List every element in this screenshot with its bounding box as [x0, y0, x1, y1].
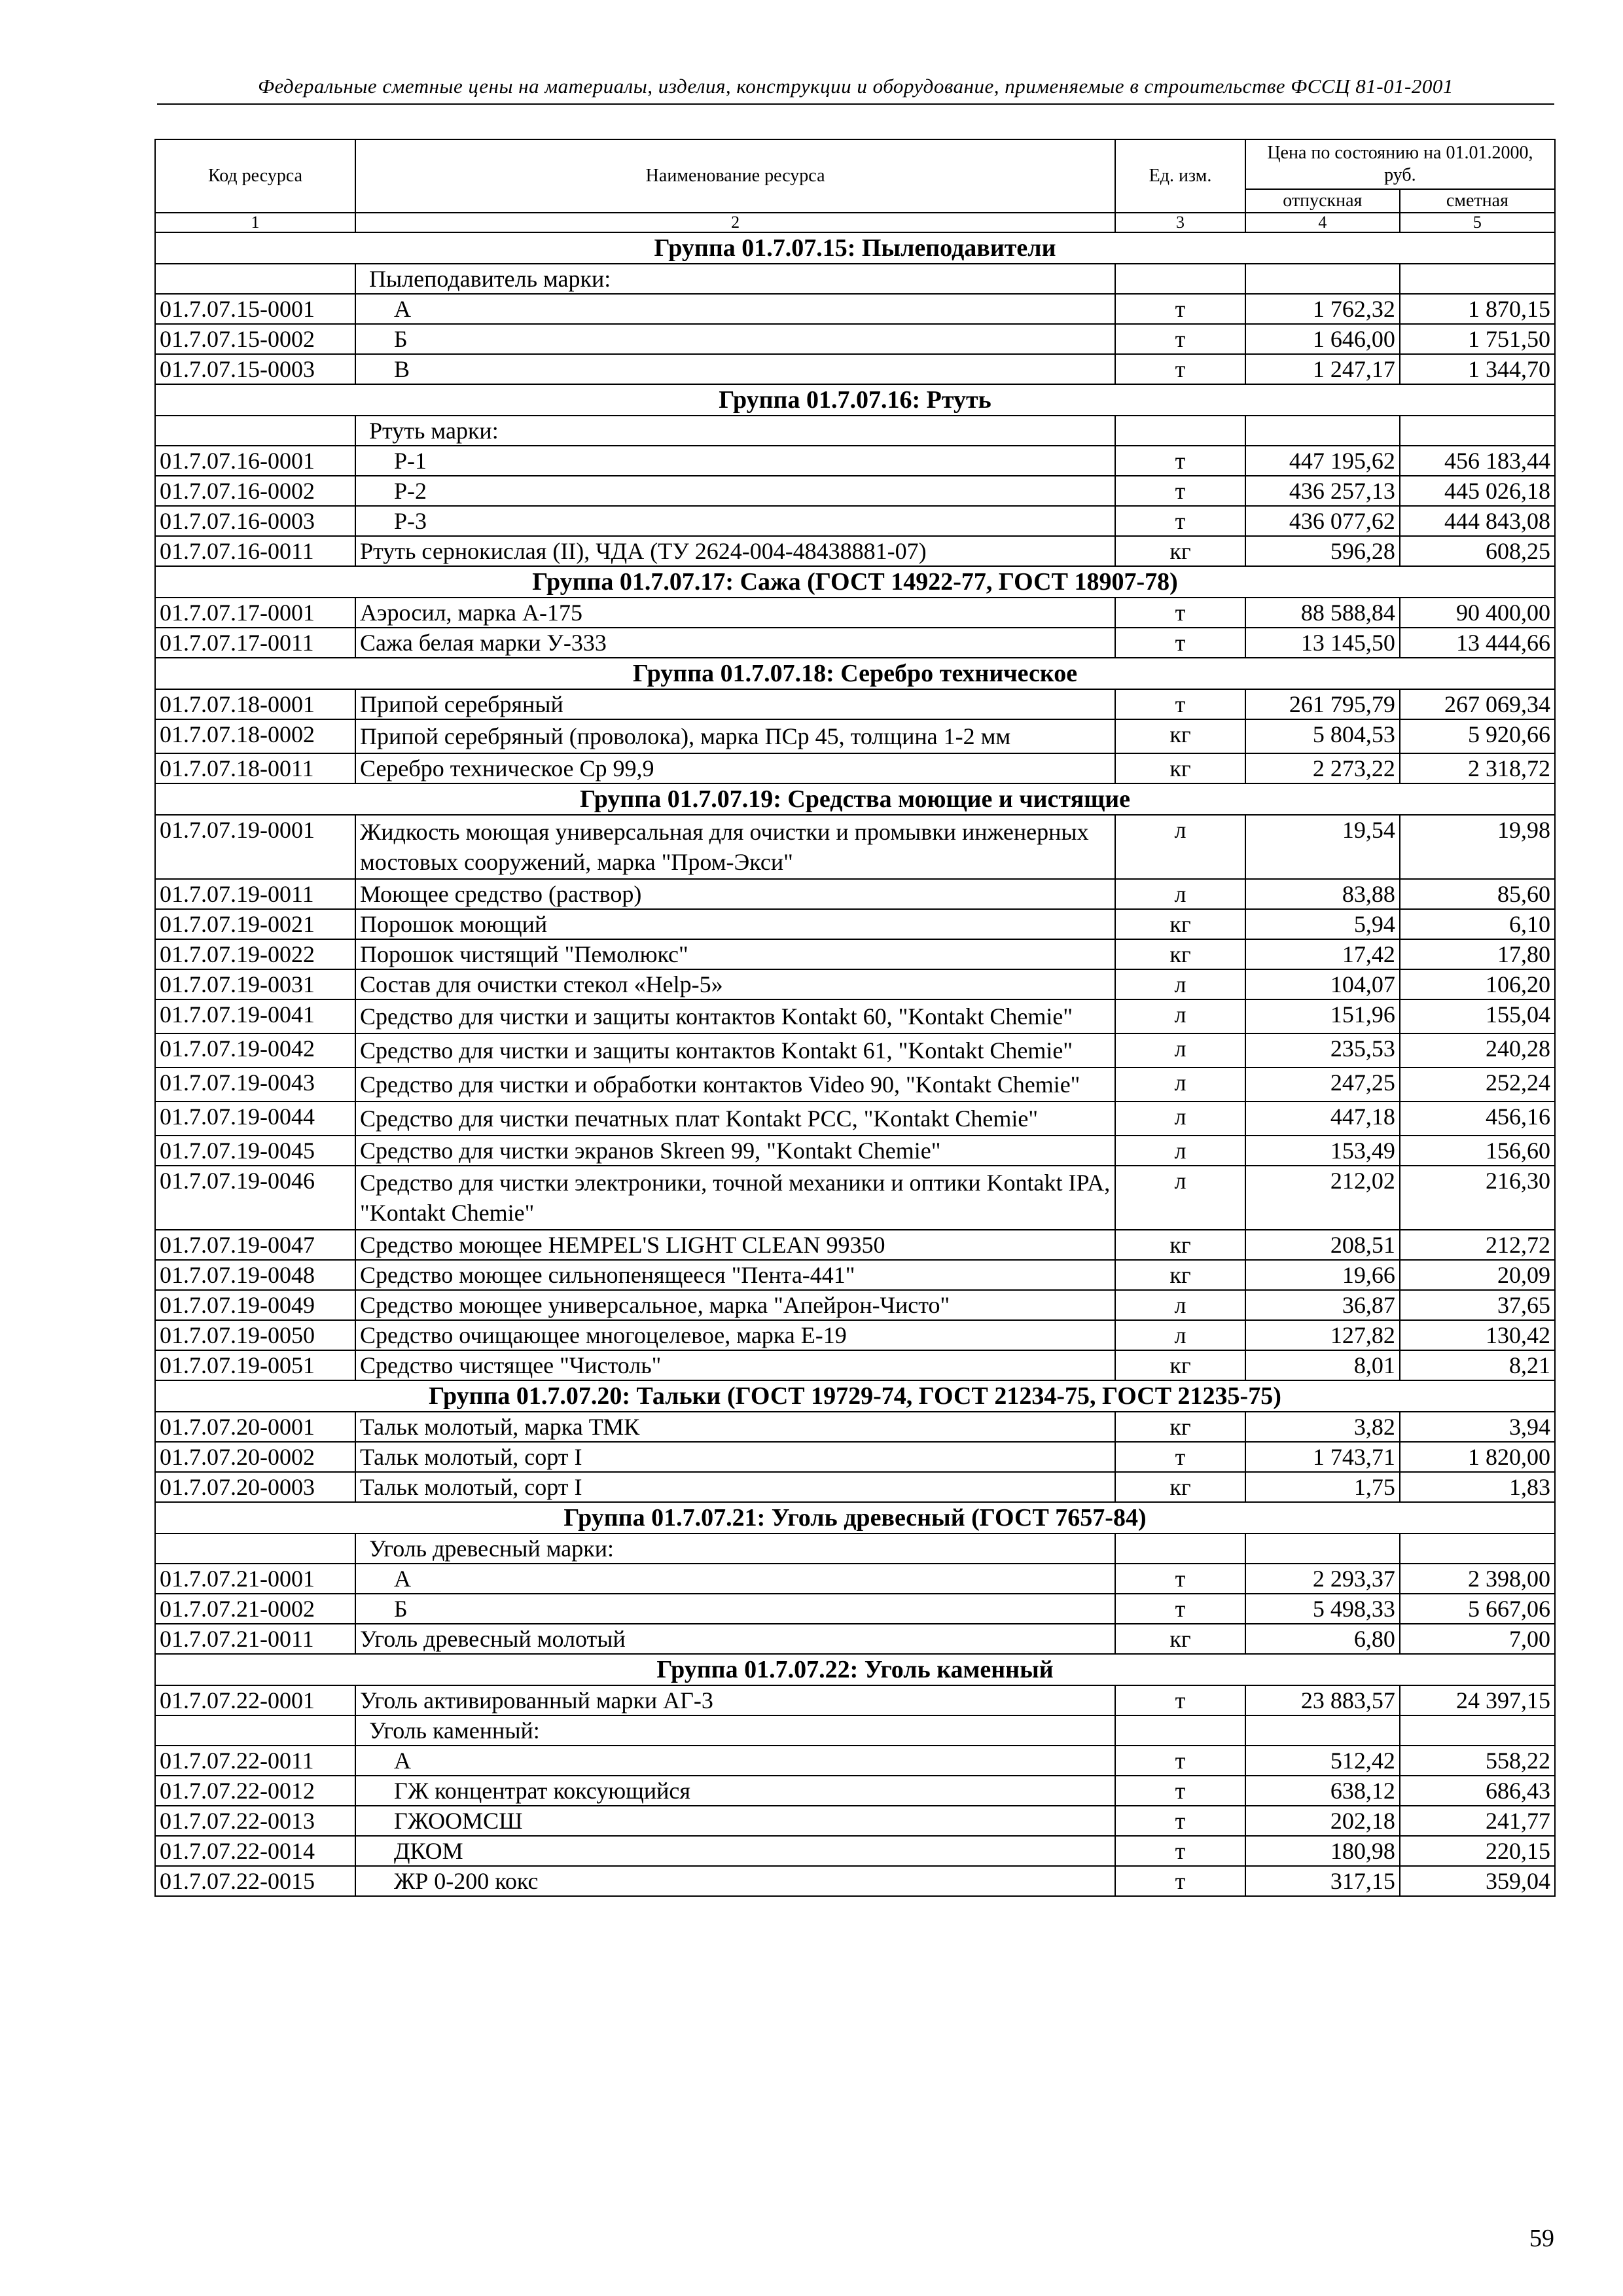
column-number: 3: [1115, 213, 1245, 232]
column-number: 1: [155, 213, 355, 232]
table-row: [155, 1564, 1555, 1594]
resource-code: 01.7.07.16-0011: [155, 536, 355, 566]
price-estimate: 13 444,66: [1400, 628, 1555, 658]
price-release: 261 795,79: [1245, 689, 1400, 719]
price-release: 512,42: [1245, 1746, 1400, 1776]
price-release: 436 257,13: [1245, 476, 1400, 506]
price-estimate: 241,77: [1400, 1806, 1555, 1836]
resource-code: 01.7.07.19-0022: [155, 939, 355, 969]
column-number: 5: [1400, 213, 1555, 232]
resource-name: ЖР 0-200 кокс: [355, 1866, 1115, 1896]
price-estimate: 24 397,15: [1400, 1685, 1555, 1715]
unit: кг: [1115, 719, 1245, 753]
unit: т: [1115, 1442, 1245, 1472]
unit: т: [1115, 1564, 1245, 1594]
price-release: 3,82: [1245, 1412, 1400, 1442]
price-estimate: 130,42: [1400, 1320, 1555, 1350]
resource-name: Р-3: [355, 506, 1115, 536]
group-header-row: [155, 232, 1555, 264]
price-release: 436 077,62: [1245, 506, 1400, 536]
table-row: [155, 1776, 1555, 1806]
column-number: 4: [1245, 213, 1400, 232]
table-body: [155, 232, 1555, 1896]
page-number: 59: [1529, 2225, 1554, 2252]
resource-name: Средство для чистки экранов Skreen 99, "Kontakt Chemie": [355, 1136, 1115, 1166]
unit: л: [1115, 1166, 1245, 1230]
unit: л: [1115, 969, 1245, 999]
table-row: [155, 1412, 1555, 1442]
unit-cell: [1115, 1715, 1245, 1746]
resource-code: 01.7.07.19-0043: [155, 1067, 355, 1102]
subheading-row: [155, 264, 1555, 294]
resource-name: Тальк молотый, сорт I: [355, 1472, 1115, 1502]
subheading-row: [155, 1534, 1555, 1564]
unit: т: [1115, 1836, 1245, 1866]
price-release-cell: [1245, 416, 1400, 446]
resource-code: 01.7.07.19-0001: [155, 815, 355, 879]
resource-code: 01.7.07.20-0003: [155, 1472, 355, 1502]
unit: т: [1115, 294, 1245, 324]
price-estimate: 1 820,00: [1400, 1442, 1555, 1472]
price-release: 235,53: [1245, 1033, 1400, 1067]
unit: л: [1115, 879, 1245, 909]
table-row: [155, 598, 1555, 628]
unit-cell: [1115, 416, 1245, 446]
table-row: [155, 815, 1555, 879]
table-row: [155, 476, 1555, 506]
price-estimate: 106,20: [1400, 969, 1555, 999]
price-release: 5 804,53: [1245, 719, 1400, 753]
group-header-row: [155, 1380, 1555, 1412]
price-release: 208,51: [1245, 1230, 1400, 1260]
resource-name: Р-2: [355, 476, 1115, 506]
resource-name: Б: [355, 1594, 1115, 1624]
resource-code: 01.7.07.19-0011: [155, 879, 355, 909]
unit: л: [1115, 1102, 1245, 1136]
resource-name: Моющее средство (раствор): [355, 879, 1115, 909]
unit: л: [1115, 815, 1245, 879]
unit: т: [1115, 689, 1245, 719]
resource-name: А: [355, 1564, 1115, 1594]
group-title: Группа 01.7.07.19: Средства моющие и чистящие: [155, 783, 1555, 815]
unit: т: [1115, 1806, 1245, 1836]
resource-name: Жидкость моющая универсальная для очистки и промывки инженерных мостовых сооружений, марка "Пром-Экси": [355, 815, 1115, 879]
unit: л: [1115, 1136, 1245, 1166]
price-estimate: 1 751,50: [1400, 324, 1555, 354]
code-cell: [155, 1715, 355, 1746]
resource-code: 01.7.07.15-0001: [155, 294, 355, 324]
unit: т: [1115, 1685, 1245, 1715]
unit: кг: [1115, 536, 1245, 566]
table-row: [155, 1136, 1555, 1166]
table-row: [155, 1320, 1555, 1350]
price-release: 2 293,37: [1245, 1564, 1400, 1594]
table-row: [155, 969, 1555, 999]
resource-name: Уголь активированный марки АГ-3: [355, 1685, 1115, 1715]
resource-code: 01.7.07.21-0011: [155, 1624, 355, 1654]
table-row: [155, 1836, 1555, 1866]
price-estimate: 90 400,00: [1400, 598, 1555, 628]
price-release: 83,88: [1245, 879, 1400, 909]
price-release: 151,96: [1245, 999, 1400, 1033]
price-estimate: 456,16: [1400, 1102, 1555, 1136]
table-row: [155, 1472, 1555, 1502]
resource-name: Припой серебряный (проволока), марка ПСр 45, толщина 1-2 мм: [355, 719, 1115, 753]
resource-name: Уголь древесный молотый: [355, 1624, 1115, 1654]
price-release: 88 588,84: [1245, 598, 1400, 628]
resource-name: Средство для чистки печатных плат Kontakt PCC, "Kontakt Chemie": [355, 1102, 1115, 1136]
group-title: Группа 01.7.07.17: Сажа (ГОСТ 14922-77, ГОСТ 18907-78): [155, 566, 1555, 598]
unit: кг: [1115, 1472, 1245, 1502]
unit-cell: [1115, 264, 1245, 294]
group-title: Группа 01.7.07.22: Уголь каменный: [155, 1654, 1555, 1685]
running-header: Федеральные сметные цены на материалы, изделия, конструкции и оборудование, применяемые в строительстве ФССЦ 81-01-2001: [258, 75, 1454, 98]
table-row: [155, 939, 1555, 969]
table-row: [155, 1350, 1555, 1380]
resource-code: 01.7.07.19-0021: [155, 909, 355, 939]
header-rule: [157, 103, 1554, 105]
resource-name: Р-1: [355, 446, 1115, 476]
table-row: [155, 1442, 1555, 1472]
price-estimate: 8,21: [1400, 1350, 1555, 1380]
resource-code: 01.7.07.15-0002: [155, 324, 355, 354]
resource-code: 01.7.07.18-0011: [155, 753, 355, 783]
price-release-cell: [1245, 1534, 1400, 1564]
price-estimate: 216,30: [1400, 1166, 1555, 1230]
unit-cell: [1115, 1534, 1245, 1564]
resource-code: 01.7.07.21-0001: [155, 1564, 355, 1594]
price-release-cell: [1245, 264, 1400, 294]
price-release: 317,15: [1245, 1866, 1400, 1896]
table-row: [155, 628, 1555, 658]
column-header-name: Наименование ресурса: [355, 139, 1115, 213]
unit: т: [1115, 446, 1245, 476]
price-release: 447,18: [1245, 1102, 1400, 1136]
price-release: 1 762,32: [1245, 294, 1400, 324]
unit: кг: [1115, 1350, 1245, 1380]
resource-name: Средство моющее HEMPEL'S LIGHT CLEAN 99350: [355, 1230, 1115, 1260]
price-estimate: 19,98: [1400, 815, 1555, 879]
table-row: [155, 689, 1555, 719]
table-row: [155, 1067, 1555, 1102]
table-row: [155, 324, 1555, 354]
resource-code: 01.7.07.20-0002: [155, 1442, 355, 1472]
resource-code: 01.7.07.19-0041: [155, 999, 355, 1033]
price-release: 202,18: [1245, 1806, 1400, 1836]
table-row: [155, 1290, 1555, 1320]
price-estimate: 5 667,06: [1400, 1594, 1555, 1624]
unit: кг: [1115, 1230, 1245, 1260]
price-estimate: 686,43: [1400, 1776, 1555, 1806]
price-estimate: 240,28: [1400, 1033, 1555, 1067]
price-release: 23 883,57: [1245, 1685, 1400, 1715]
price-estimate: 2 398,00: [1400, 1564, 1555, 1594]
resource-code: 01.7.07.16-0003: [155, 506, 355, 536]
resource-code: 01.7.07.21-0002: [155, 1594, 355, 1624]
price-estimate: 212,72: [1400, 1230, 1555, 1260]
group-header-row: [155, 384, 1555, 416]
column-header-price-estimate: сметная: [1400, 189, 1555, 213]
group-title: Группа 01.7.07.16: Ртуть: [155, 384, 1555, 416]
table-row: [155, 753, 1555, 783]
price-release: 1 646,00: [1245, 324, 1400, 354]
resource-name: Средство для чистки электроники, точной механики и оптики Kontakt IPA, "Kontakt Chemie": [355, 1166, 1115, 1230]
group-title: Группа 01.7.07.18: Серебро техническое: [155, 658, 1555, 689]
price-estimate: 5 920,66: [1400, 719, 1555, 753]
resource-name: ДКОМ: [355, 1836, 1115, 1866]
subheading-label: Уголь древесный марки:: [355, 1534, 1115, 1564]
table-row: [155, 1594, 1555, 1624]
price-estimate: 2 318,72: [1400, 753, 1555, 783]
column-header-price-group: Цена по состоянию на 01.01.2000, руб.: [1245, 139, 1555, 189]
unit: т: [1115, 354, 1245, 384]
resource-name: Сажа белая марки У-333: [355, 628, 1115, 658]
price-release: 6,80: [1245, 1624, 1400, 1654]
price-release: 180,98: [1245, 1836, 1400, 1866]
price-estimate-cell: [1400, 1534, 1555, 1564]
subheading-label: Уголь каменный:: [355, 1715, 1115, 1746]
resource-code: 01.7.07.17-0011: [155, 628, 355, 658]
price-release: 13 145,50: [1245, 628, 1400, 658]
unit: л: [1115, 1290, 1245, 1320]
resource-code: 01.7.07.16-0002: [155, 476, 355, 506]
unit: кг: [1115, 1260, 1245, 1290]
price-release: 212,02: [1245, 1166, 1400, 1230]
unit: т: [1115, 628, 1245, 658]
resource-name: В: [355, 354, 1115, 384]
resource-code: 01.7.07.22-0014: [155, 1836, 355, 1866]
price-release: 1 743,71: [1245, 1442, 1400, 1472]
resource-name: Порошок моющий: [355, 909, 1115, 939]
group-header-row: [155, 783, 1555, 815]
table-row: [155, 506, 1555, 536]
resource-code: 01.7.07.19-0049: [155, 1290, 355, 1320]
price-release: 127,82: [1245, 1320, 1400, 1350]
code-cell: [155, 416, 355, 446]
resource-code: 01.7.07.19-0045: [155, 1136, 355, 1166]
resource-name: Припой серебряный: [355, 689, 1115, 719]
price-estimate: 456 183,44: [1400, 446, 1555, 476]
resource-code: 01.7.07.18-0001: [155, 689, 355, 719]
group-header-row: [155, 658, 1555, 689]
table-row: [155, 999, 1555, 1033]
resource-name: ГЖООМСШ: [355, 1806, 1115, 1836]
unit: кг: [1115, 909, 1245, 939]
table-row: [155, 1866, 1555, 1896]
table-row: [155, 879, 1555, 909]
table-row: [155, 1230, 1555, 1260]
table-row: [155, 719, 1555, 753]
resource-name: Средство моющее сильнопенящееся "Пента-441": [355, 1260, 1115, 1290]
price-estimate: 6,10: [1400, 909, 1555, 939]
unit: кг: [1115, 939, 1245, 969]
unit: л: [1115, 1033, 1245, 1067]
price-release: 1,75: [1245, 1472, 1400, 1502]
resource-code: 01.7.07.19-0046: [155, 1166, 355, 1230]
table-row: [155, 1033, 1555, 1067]
resource-name: Б: [355, 324, 1115, 354]
resource-code: 01.7.07.19-0044: [155, 1102, 355, 1136]
price-release: 17,42: [1245, 939, 1400, 969]
resource-code: 01.7.07.19-0047: [155, 1230, 355, 1260]
table-row: [155, 1102, 1555, 1136]
resource-code: 01.7.07.18-0002: [155, 719, 355, 753]
table-row: [155, 1806, 1555, 1836]
price-release: 153,49: [1245, 1136, 1400, 1166]
resource-name: Тальк молотый, марка ТМК: [355, 1412, 1115, 1442]
table-head: [155, 139, 1555, 232]
price-estimate-cell: [1400, 1715, 1555, 1746]
price-estimate: 558,22: [1400, 1746, 1555, 1776]
price-estimate: 20,09: [1400, 1260, 1555, 1290]
price-estimate: 156,60: [1400, 1136, 1555, 1166]
group-title: Группа 01.7.07.20: Тальки (ГОСТ 19729-74, ГОСТ 21234-75, ГОСТ 21235-75): [155, 1380, 1555, 1412]
price-estimate: 37,65: [1400, 1290, 1555, 1320]
unit: т: [1115, 476, 1245, 506]
unit: л: [1115, 1320, 1245, 1350]
price-estimate: 608,25: [1400, 536, 1555, 566]
unit: кг: [1115, 753, 1245, 783]
subheading-row: [155, 1715, 1555, 1746]
price-estimate: 17,80: [1400, 939, 1555, 969]
price-estimate-cell: [1400, 264, 1555, 294]
column-header-price-release: отпускная: [1245, 189, 1400, 213]
table-row: [155, 1746, 1555, 1776]
column-header-unit: Ед. изм.: [1115, 139, 1245, 213]
resource-name: Состав для очистки стекол «Help-5»: [355, 969, 1115, 999]
price-release: 8,01: [1245, 1350, 1400, 1380]
group-title: Группа 01.7.07.21: Уголь древесный (ГОСТ 7657-84): [155, 1502, 1555, 1534]
subheading-label: Ртуть марки:: [355, 416, 1115, 446]
price-estimate: 7,00: [1400, 1624, 1555, 1654]
resource-code: 01.7.07.22-0015: [155, 1866, 355, 1896]
resource-code: 01.7.07.20-0001: [155, 1412, 355, 1442]
resource-code: 01.7.07.22-0011: [155, 1746, 355, 1776]
price-release: 36,87: [1245, 1290, 1400, 1320]
price-release: 19,66: [1245, 1260, 1400, 1290]
unit: т: [1115, 1866, 1245, 1896]
resource-code: 01.7.07.19-0031: [155, 969, 355, 999]
resource-name: А: [355, 294, 1115, 324]
price-release: 447 195,62: [1245, 446, 1400, 476]
price-release: 596,28: [1245, 536, 1400, 566]
price-release: 19,54: [1245, 815, 1400, 879]
unit: т: [1115, 1746, 1245, 1776]
unit: кг: [1115, 1412, 1245, 1442]
table-row: [155, 1685, 1555, 1715]
resource-code: 01.7.07.19-0048: [155, 1260, 355, 1290]
resource-name: Ртуть сернокислая (II), ЧДА (ТУ 2624-004-48438881-07): [355, 536, 1115, 566]
subheading-label: Пылеподавитель марки:: [355, 264, 1115, 294]
price-release: 104,07: [1245, 969, 1400, 999]
table-row: [155, 294, 1555, 324]
group-header-row: [155, 1502, 1555, 1534]
price-release: 1 247,17: [1245, 354, 1400, 384]
table-row: [155, 536, 1555, 566]
price-estimate: 1 870,15: [1400, 294, 1555, 324]
resource-name: Аэросил, марка А-175: [355, 598, 1115, 628]
resource-name: Средство очищающее многоцелевое, марка Е-19: [355, 1320, 1115, 1350]
price-estimate: 359,04: [1400, 1866, 1555, 1896]
price-release: 5,94: [1245, 909, 1400, 939]
resource-code: 01.7.07.16-0001: [155, 446, 355, 476]
price-release: 2 273,22: [1245, 753, 1400, 783]
unit: кг: [1115, 1624, 1245, 1654]
group-title: Группа 01.7.07.15: Пылеподавители: [155, 232, 1555, 264]
resource-name: Средство чистящее "Чистоль": [355, 1350, 1115, 1380]
code-cell: [155, 1534, 355, 1564]
table-row: [155, 1260, 1555, 1290]
price-estimate: 1,83: [1400, 1472, 1555, 1502]
price-estimate: 3,94: [1400, 1412, 1555, 1442]
resource-code: 01.7.07.22-0001: [155, 1685, 355, 1715]
resource-code: 01.7.07.19-0050: [155, 1320, 355, 1350]
table-row: [155, 909, 1555, 939]
price-estimate-cell: [1400, 416, 1555, 446]
unit: т: [1115, 506, 1245, 536]
price-estimate: 444 843,08: [1400, 506, 1555, 536]
code-cell: [155, 264, 355, 294]
unit: т: [1115, 598, 1245, 628]
table-row: [155, 1624, 1555, 1654]
price-table: [154, 139, 1556, 1897]
resource-name: Средство для чистки и защиты контактов Kontakt 61, "Kontakt Chemie": [355, 1033, 1115, 1067]
resource-name: Средство для чистки и обработки контактов Video 90, "Kontakt Chemie": [355, 1067, 1115, 1102]
resource-name: ГЖ концентрат коксующийся: [355, 1776, 1115, 1806]
resource-name: Порошок чистящий "Пемолюкс": [355, 939, 1115, 969]
table-row: [155, 1166, 1555, 1230]
resource-name: Средство моющее универсальное, марка "Апейрон-Чисто": [355, 1290, 1115, 1320]
resource-code: 01.7.07.22-0013: [155, 1806, 355, 1836]
resource-code: 01.7.07.17-0001: [155, 598, 355, 628]
price-estimate: 220,15: [1400, 1836, 1555, 1866]
price-estimate: 1 344,70: [1400, 354, 1555, 384]
table-row: [155, 354, 1555, 384]
subheading-row: [155, 416, 1555, 446]
unit: л: [1115, 1067, 1245, 1102]
price-estimate: 85,60: [1400, 879, 1555, 909]
column-number: 2: [355, 213, 1115, 232]
price-estimate: 252,24: [1400, 1067, 1555, 1102]
unit: т: [1115, 1776, 1245, 1806]
unit: т: [1115, 1594, 1245, 1624]
unit: т: [1115, 324, 1245, 354]
resource-code: 01.7.07.19-0042: [155, 1033, 355, 1067]
resource-name: Средство для чистки и защиты контактов Kontakt 60, "Kontakt Chemie": [355, 999, 1115, 1033]
resource-name: Серебро техническое Ср 99,9: [355, 753, 1115, 783]
group-header-row: [155, 566, 1555, 598]
price-estimate: 445 026,18: [1400, 476, 1555, 506]
resource-name: А: [355, 1746, 1115, 1776]
price-release: 638,12: [1245, 1776, 1400, 1806]
resource-code: 01.7.07.15-0003: [155, 354, 355, 384]
resource-name: Тальк молотый, сорт I: [355, 1442, 1115, 1472]
unit: л: [1115, 999, 1245, 1033]
price-estimate: 155,04: [1400, 999, 1555, 1033]
group-header-row: [155, 1654, 1555, 1685]
price-estimate: 267 069,34: [1400, 689, 1555, 719]
price-release-cell: [1245, 1715, 1400, 1746]
table-row: [155, 446, 1555, 476]
price-release: 5 498,33: [1245, 1594, 1400, 1624]
resource-code: 01.7.07.19-0051: [155, 1350, 355, 1380]
column-header-code: Код ресурса: [155, 139, 355, 213]
price-release: 247,25: [1245, 1067, 1400, 1102]
resource-code: 01.7.07.22-0012: [155, 1776, 355, 1806]
